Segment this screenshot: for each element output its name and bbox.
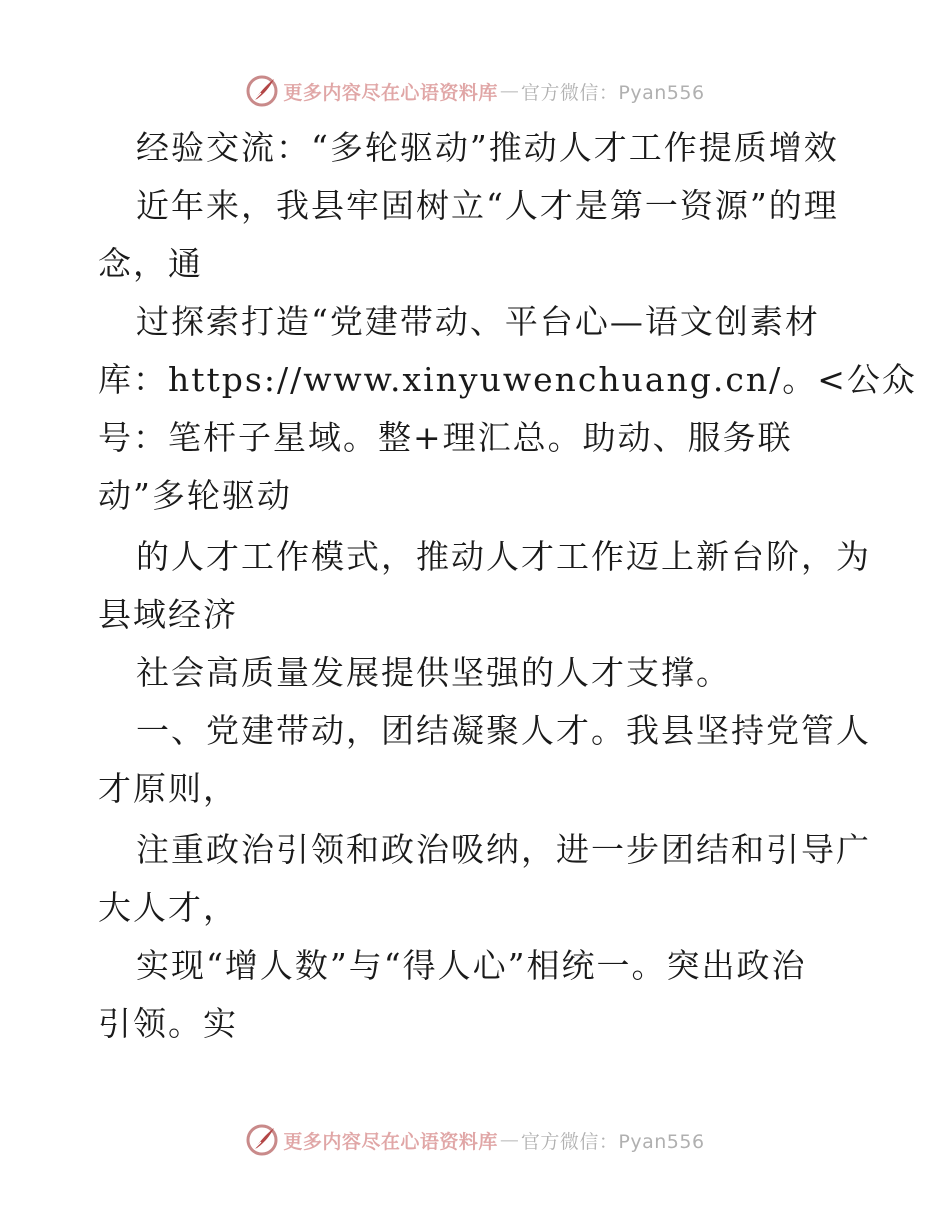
paragraph-line: 过探索打造“党建带动、平台心—语文创素材 [136,302,820,341]
paragraph-line: 县域经济 [98,595,238,634]
feather-pen-seal-icon [245,74,279,108]
watermark-wechat: 官方微信：Pyan556 [520,81,705,104]
paragraph-line: 库：https://www.xinyuwenchuang.cn/。<公众 [98,360,917,399]
watermark-text: 更多内容尽在心语资料库 [283,1130,498,1153]
paragraph-line: 念，通 [98,244,203,283]
watermark-text: 更多内容尽在心语资料库 [283,81,498,104]
paragraph-line: 注重政治引领和政治吸纳，进一步团结和引导广 [136,830,871,869]
watermark-separator: — [499,1129,519,1151]
feather-pen-seal-icon [245,1123,279,1157]
paragraph-line: 的人才工作模式，推动人才工作迈上新台阶，为 [136,537,871,576]
watermark-separator: — [499,80,519,102]
paragraph-line: 大人才， [98,888,238,927]
paragraph-line: 实现“增人数”与“得人心”相统一。突出政治 [136,946,807,985]
section-heading-line: 一、党建带动，团结凝聚人才。我县坚持党管人 [136,711,871,750]
paragraph-line: 动”多轮驱动 [98,476,292,515]
paragraph-line: 才原则， [98,769,238,808]
paragraph-line: 社会高质量发展提供坚强的人才支撑。 [136,653,731,692]
header-watermark [0,71,950,111]
watermark-wechat: 官方微信：Pyan556 [520,1130,705,1153]
document-title: 经验交流：“多轮驱动”推动人才工作提质增效 [136,128,839,167]
paragraph-line: 引领。实 [98,1004,238,1043]
paragraph-line: 号：笔杆子星域。整+理汇总。助动、服务联 [98,418,793,457]
paragraph-line: 近年来，我县牢固树立“人才是第一资源”的理 [136,186,839,225]
footer-watermark [0,1120,950,1160]
